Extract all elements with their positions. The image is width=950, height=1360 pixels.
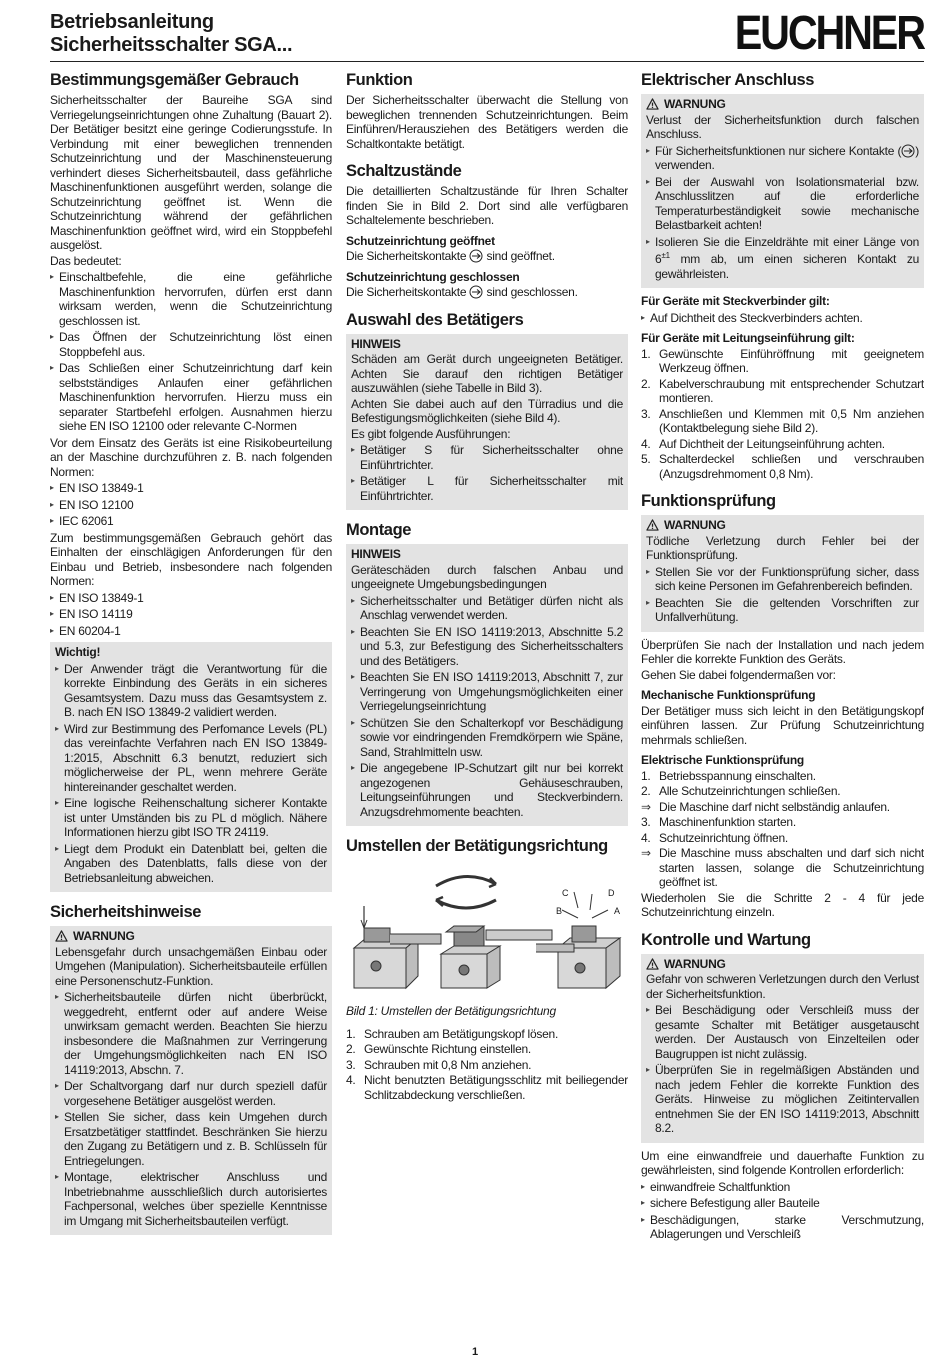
list-item: ▸ EN ISO 12100 [50, 498, 332, 513]
paragraph: Achten Sie dabei auch auf den Türradius und die Befestigungsmöglichkeiten (siehe Bild 4). [351, 396, 623, 425]
step-text: Schrauben mit 0,8 Nm anziehen. [364, 1057, 532, 1072]
figure-label-c: C [562, 888, 569, 898]
bullet-list [351, 443, 623, 503]
list-item: ▸ Der Anwender trägt die Verantwortung für die korrekte Einbindung des Geräts in ein sicheres Gesamtsystem. Dazu muss das Gesamtsystem z. B. nach EN ISO 13849-2 validiert werden. [55, 662, 327, 720]
result-arrow-icon: ⇒ [641, 799, 651, 814]
list-item: ▸ EN 60204-1 [50, 624, 332, 639]
step-list [346, 1027, 628, 1103]
subheading-geschlossen: Schutzeinrichtung geschlossen [346, 269, 520, 284]
euchner-logo: EUCHNER [734, 7, 924, 60]
step-text: Gewünschte Einführöffnung mit geeignetem Werkzeug öffnen. [659, 346, 924, 375]
list-item: ▸ Bei der Auswahl von Isolationsmaterial bzw. Anschlusslitzen auf die erforderliche Temperaturbeständigkeit sowie mechanische Belastbarkeit achten! [646, 175, 919, 233]
positive-opening-contact-icon [469, 249, 483, 263]
document-title [50, 11, 570, 57]
list-item: ▸ EN ISO 13849-1 [50, 481, 332, 496]
step-marker: 3. [641, 815, 651, 829]
subheading-geoeffnet: Schutzeinrichtung geöffnet [346, 233, 495, 248]
heading-auswahl: Auswahl des Betätigers [346, 310, 524, 329]
heading-montage: Montage [346, 521, 412, 539]
warning-label: WARNUNG [664, 97, 726, 111]
list-item: ▸ Eine logische Reihenschaltung sicherer Kontakte ist unter Umständen bis zu PL d möglich. Nähere Informationen hierzu gibt ISO TR 24119. [55, 796, 327, 840]
warning-triangle-icon [646, 98, 659, 110]
figure-umstellen [346, 866, 628, 996]
warning-label: WARNUNG [664, 956, 726, 971]
text: Isolieren Sie die Einzeldrähte mit einer Länge von 6 [655, 234, 919, 266]
bullet-list [646, 1003, 919, 1136]
bullet-list [351, 594, 623, 820]
warning-heading [646, 957, 919, 972]
figure-label-a: A [614, 906, 620, 916]
column-1 [50, 68, 332, 1288]
step-marker: 4. [641, 830, 651, 845]
list-item: 2. Gewünschte Richtung einstellen. [346, 1042, 532, 1056]
list-item: 4. Auf Dichtheit der Leitungseinführung achten. [641, 436, 885, 451]
step-marker: 2. [641, 784, 651, 798]
paragraph [346, 249, 628, 264]
paragraph: Tödliche Verletzung durch Fehler bei der Funktionsprüfung. [646, 533, 919, 562]
warning-box [641, 954, 924, 1143]
list-item: ▸ Liegt dem Produkt ein Datenblatt bei, gelten die Angaben des Datenblatts, falls diese von der Betriebsanleitung abweichen. [55, 842, 327, 886]
switch-illustration [346, 866, 628, 996]
warning-triangle-icon [646, 519, 659, 531]
list-item [641, 815, 924, 830]
warning-triangle-icon [646, 958, 659, 970]
warning-heading [646, 518, 919, 533]
list-item [641, 831, 924, 846]
step-text: Nicht benutzten Betätigungsschlitz mit beiliegender Schlitzabdeckung verschließen. [364, 1073, 628, 1102]
paragraph: Der Sicherheitsschalter überwacht die Stellung von beweglichen trennenden Schutzeinrichtungen. Beim Einführen/Herausziehen des Betätigers werden die Schaltkontakte betätigt. [346, 93, 628, 151]
column-3 [641, 68, 924, 1328]
paragraph: Schäden am Gerät durch ungeeigneten Betätiger. Achten Sie darauf den richtigen Betätiger auszuwählen (siehe Tabelle in Bild 3). [351, 352, 623, 395]
list-item: ▸ Beachten Sie EN ISO 14119:2013, Abschnitte 5.2 und 5.3, zur Befestigung des Sicherheitsschalters und des Betätigers. [351, 625, 623, 669]
heading-bestimmung: Bestimmungsgemäßer Gebrauch [50, 71, 299, 89]
list-item: ▸ Sicherheitsbauteile dürfen nicht überbrückt, weggedreht, entfernt oder auf andere Weise unwirksam gemacht werden. Beachten Sie hierzu insbesondere die Maßnahmen zur Verringerung der Umgehungsmöglichkeiten nach EN ISO 14119:2013, Abschn. 7. [55, 990, 327, 1077]
step-text: Betriebsspannung einschalten. [659, 768, 816, 783]
step-text: Schrauben am Betätigungskopf lösen. [364, 1026, 559, 1041]
bullet-list [55, 662, 327, 886]
text: Die Sicherheitskontakte [346, 285, 467, 299]
paragraph: Gehen Sie dabei folgendermaßen vor: [641, 667, 836, 682]
heading-sicherheit: Sicherheitshinweise [50, 903, 202, 921]
list-item: ▸ Das Öffnen der Schutzeinrichtung löst einen Stoppbefehl aus. [50, 330, 332, 359]
paragraph [346, 285, 628, 300]
subheading-steckverbinder: Für Geräte mit Steckverbinder gilt: [641, 294, 830, 308]
text: sind geschlossen. [486, 285, 578, 299]
list-item [641, 846, 924, 890]
list-item: ▸ Der Schaltvorgang darf nur durch speziell dafür vorgesehene Betätiger ausgelöst werden. [55, 1079, 327, 1108]
list-item [646, 235, 919, 282]
list-item: 1. Schrauben am Betätigungskopf lösen. [346, 1026, 559, 1041]
heading-elektrisch: Elektrischer Anschluss [641, 71, 815, 89]
positive-opening-contact-icon [901, 144, 915, 158]
warning-box [641, 515, 924, 632]
important-box [50, 642, 332, 892]
bullet-list [55, 990, 327, 1228]
list-item [641, 769, 924, 784]
list-item: ▸ Beschädigungen, starke Verschmutzung, Ablagerungen und Verschleiß [641, 1213, 924, 1242]
list-item: 2. Kabelverschraubung mit entsprechender Schutzart montieren. [641, 376, 924, 405]
heading-funktion: Funktion [346, 71, 413, 89]
figure-caption: Bild 1: Umstellen der Betätigungsrichtung [346, 1004, 556, 1018]
bullet-list [50, 270, 332, 434]
heading-funktionspruefung: Funktionsprüfung [641, 492, 776, 510]
list-item: ▸ Überprüfen Sie in regelmäßigen Abständen und nach jedem Fehler die korrekte Funktion des Geräts. Hinweise zu möglichen Zeitintervallen entnehmen Sie der EN ISO 14119:2013, Abschnitt 8.2. [646, 1063, 919, 1136]
paragraph: Überprüfen Sie nach der Installation und nach jedem Fehler die korrekte Funktion des Geräts. [641, 637, 924, 666]
step-text: Schalterdeckel schließen und verschrauben (Anzugsdrehmoment 0,8 Nm). [659, 452, 924, 481]
step-text: Auf Dichtheit der Leitungseinführung achten. [659, 436, 885, 451]
list-item: 3. Anschließen und Klemmen mit 0,5 Nm anziehen (Kontaktbelegung siehe Bild 2). [641, 406, 924, 435]
list-item: ▸ Die angegebene IP-Schutzart gilt nur bei korrekt angezogenen Gehäuseschrauben, Leitungseinführungen und Steckverbindern. Anzugsdrehmomente beachten. [351, 761, 623, 819]
list-item: ▸ EN ISO 14119 [50, 607, 332, 622]
heading-schaltzustaende: Schaltzustände [346, 162, 462, 180]
list-item: ▸ Sicherheitsschalter und Betätiger dürfen nicht als Anschlag verwendet werden. [351, 594, 623, 623]
result-arrow-icon: ⇒ [641, 846, 651, 860]
positive-opening-contact-icon [469, 285, 483, 299]
list-item: ▸ Schützen Sie den Schalterkopf vor Beschädigung sowie vor eindringenden Fremdkörpern wie Späne, Sand, Strahlmitteln usw. [351, 716, 623, 760]
list-item: ▸ IEC 62061 [50, 514, 332, 529]
notice-box [346, 334, 628, 511]
subheading-elektrisch-pruefung: Elektrische Funktionsprüfung [641, 753, 805, 767]
text: Für Sicherheitsfunktionen nur sichere Kontakte ( [655, 143, 902, 158]
step-text: Schutzeinrichtung öffnen. [659, 830, 788, 845]
paragraph: Zum bestimmungsgemäßen Gebrauch gehört das Einhalten der einschlägigen Anforderungen für den Einbau und Betrieb, insbesondere nach folgenden Normen: [50, 530, 332, 588]
paragraph: Es gibt folgende Ausführungen: [351, 426, 511, 441]
figure-label-d: D [608, 888, 615, 898]
text: sind geöffnet. [486, 249, 555, 263]
warning-box [641, 94, 924, 288]
warning-label: WARNUNG [73, 929, 135, 943]
list-item: ▸ Betätiger L für Sicherheitsschalter mit Einführtrichter. [351, 474, 623, 503]
tolerance: ±1 [661, 251, 670, 260]
step-text: Die Maschine darf nicht selbständig anlaufen. [659, 799, 890, 814]
norm-list [50, 591, 332, 639]
title-line-2: Sicherheitsschalter SGA... [50, 34, 293, 56]
subheading-mechanisch: Mechanische Funktionsprüfung [641, 688, 816, 702]
list-item: 5. Schalterdeckel schließen und verschrauben (Anzugsdrehmoment 0,8 Nm). [641, 452, 924, 481]
list-item: ▸ Stellen Sie sicher, dass kein Umgehen durch Ersatzbetätiger stattfindet. Beschränken Sie hierzu den Zugang zu Betätigern und z. B. Schlüsseln für Entriegelungen. [55, 1110, 327, 1168]
bullet-list [646, 565, 919, 625]
list-item: ▸ Wird zur Bestimmung des Perfomance Levels (PL) das vereinfachte Verfahren nach EN ISO 13849-1:2015, Abschnitt 6.3 benutzt, reduziert sich möglicherweise der PL, wenn mehrere Geräte hintereinander geschaltet werden. [55, 722, 327, 795]
warning-heading [646, 97, 919, 112]
warning-heading [55, 929, 327, 944]
paragraph: Vor dem Einsatz des Geräts ist eine Risikobeurteilung an der Maschine durchzuführen z. B. nach folgenden Normen: [50, 435, 332, 479]
heading-kontrolle: Kontrolle und Wartung [641, 930, 811, 949]
step-text: Maschinenfunktion starten. [659, 815, 796, 829]
notice-box [346, 544, 628, 826]
paragraph: Das bedeutet: [50, 253, 122, 268]
paragraph: Wiederholen Sie die Schritte 2 - 4 für jede Schutzeinrichtung einzeln. [641, 890, 924, 919]
paragraph: Lebensgefahr durch unsachgemäßen Einbau oder Umgehen (Manipulation). Sicherheitsbauteile erfüllen eine Personenschutz-Funktion. [55, 944, 327, 988]
list-item: 3. Schrauben mit 0,8 Nm anziehen. [346, 1057, 532, 1072]
heading-umstellen: Umstellen der Betätigungsrichtung [346, 837, 608, 855]
paragraph: Die detaillierten Schaltzustände für Ihren Schalter finden Sie in Bild 2. Dort sind alle verfügbaren Schaltelemente beschrieben. [346, 184, 628, 227]
list-item: ▸ sichere Befestigung aller Bauteile [641, 1196, 924, 1211]
warning-triangle-icon [55, 930, 68, 942]
bullet-list [641, 311, 924, 326]
paragraph: Sicherheitsschalter der Baureihe SGA sind Verriegelungseinrichtungen ohne Zuhaltung (Bauart 2). Der Betätiger besitzt eine geringe Codierungsstufe. In Verbindung mit einer beweglichen trennenden Schutzeinrichtung und der Maschinensteuerung verhindert dieses Sicherheitsbauteil, dass gefährliche Maschinenfunktionen ausgeführt werden, solange die Schutzeinrichtung geöffnet ist. Wenn die Schutzeinrichtung während der gefährlichen Maschinenfunktion geöffnet wird, wird ein Stoppbefehl ausgelöst. [50, 93, 332, 252]
list-item: ▸ Betätiger S für Sicherheitsschalter ohne Einführtrichter. [351, 443, 623, 472]
notice-heading: HINWEIS [351, 336, 401, 351]
bullet-list [641, 1180, 924, 1242]
list-item: ▸ Montage, elektrischer Anschluss und Inbetriebnahme ausschließlich durch autorisiertes Fachpersonal, welches über spezielle Kenntnisse im Umgang mit Sicherheitsbauteilen verfügt. [55, 1170, 327, 1228]
step-text: Kabelverschraubung mit entsprechender Schutzart montieren. [659, 376, 924, 405]
list-item: ▸ EN ISO 13849-1 [50, 591, 332, 606]
page-number: 1 [471, 1346, 479, 1358]
list-item [646, 144, 919, 173]
figure-label-b: B [556, 906, 562, 916]
list-item: ▸ Auf Dichtheit des Steckverbinders achten. [641, 311, 924, 326]
paragraph: Um eine einwandfreie und dauerhafte Funktion zu gewährleisten, sind folgende Kontrollen erforderlich: [641, 1148, 924, 1177]
paragraph: Geräteschäden durch falschen Anbau und ungeeignete Umgebungsbedingungen [351, 562, 623, 591]
step-text: Gewünschte Richtung einstellen. [364, 1042, 532, 1056]
list-item: ▸ Einschaltbefehle, die eine gefährliche Maschinenfunktion hervorrufen, dürfen erst dann wirksam werden, wenn die Schutzeinrichtung geschlossen ist. [50, 270, 332, 328]
paragraph: Verlust der Sicherheitsfunktion durch falschen Anschluss. [646, 112, 919, 141]
subheading-leitungseinfuehrung: Für Geräte mit Leitungseinführung gilt: [641, 331, 855, 345]
list-item: 4. Nicht benutzten Betätigungsschlitz mit beiliegender Schlitzabdeckung verschließen. [346, 1073, 628, 1102]
warning-box [50, 926, 332, 1235]
step-text: Alle Schutzeinrichtungen schließen. [659, 784, 841, 798]
list-item: 1. Gewünschte Einführöffnung mit geeignetem Werkzeug öffnen. [641, 346, 924, 375]
step-text: Die Maschine muss abschalten und darf sich nicht starten lassen, solange die Schutzeinrichtung geöffnet ist. [659, 846, 924, 889]
header-divider [50, 61, 924, 62]
bullet-list [646, 144, 919, 282]
list-item [641, 800, 924, 815]
step-marker: 1. [641, 768, 651, 783]
paragraph: Gefahr von schweren Verletzungen durch den Verlust der Sicherheitsfunktion. [646, 972, 919, 1001]
list-item: ▸ Bei Beschädigung oder Verschleiß muss der gesamte Schalter mit Betätiger ausgetauscht werden. Der Austausch von Einzelteilen oder Baugruppen ist nicht zulässig. [646, 1003, 919, 1061]
paragraph: Der Betätiger muss sich leicht in den Betätigungskopf einführen lassen. Zur Prüfung Schutzeinrichtung mehrmals schließen. [641, 703, 924, 747]
list-item: ▸ Das Schließen einer Schutzeinrichtung darf kein selbstständiges Anlaufen einer gefährlichen Maschinenfunktion hervorrufen. Hierzu muss ein separater Startbefehl erfolgen. Ausnahmen hierzu siehe EN ISO 12100 oder relevante C-Normen [50, 361, 332, 434]
notice-heading: HINWEIS [351, 547, 401, 561]
important-heading: Wichtig! [55, 645, 101, 659]
text: ) verwenden. [655, 143, 919, 172]
step-text: Anschließen und Klemmen mit 0,5 Nm anziehen (Kontaktbelegung siehe Bild 2). [659, 406, 924, 435]
title-line-1: Betriebsanleitung [50, 11, 214, 33]
list-item: ▸ Stellen Sie vor der Funktionsprüfung sicher, dass sich keine Personen im Gefahrenbereich befinden. [646, 565, 919, 594]
text: Die Sicherheitskontakte [346, 249, 467, 263]
text: mm ab, um einen sicheren Kontakt zu gewährleisten. [655, 252, 919, 281]
step-list [641, 769, 924, 890]
list-item: ▸ Beachten Sie EN ISO 14119:2013, Abschnitt 7, zur Verringerung von Umgehungsmöglichkeiten einer Verriegelungseinrichtung [351, 670, 623, 714]
norm-list [50, 481, 332, 529]
list-item [641, 784, 924, 799]
column-2 [346, 68, 628, 1288]
list-item: ▸ Beachten Sie die geltenden Vorschriften zur Unfallverhütung. [646, 596, 919, 625]
list-item: ▸ einwandfreie Schaltfunktion [641, 1180, 924, 1195]
warning-label: WARNUNG [664, 518, 726, 532]
step-list [641, 347, 924, 482]
